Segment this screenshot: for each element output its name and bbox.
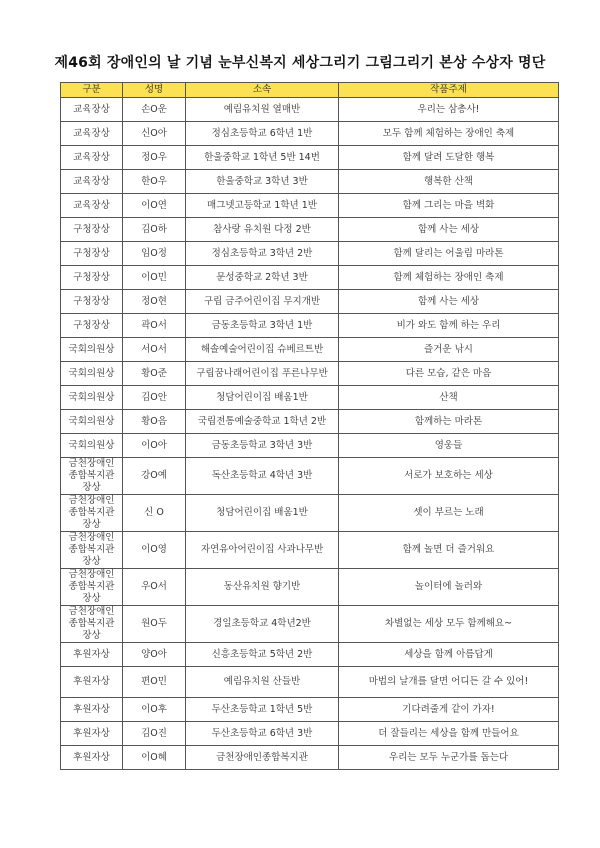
cell-affiliation: 참사랑 유치원 다정 2반: [186, 218, 339, 242]
cell-name: 한O우: [123, 170, 186, 194]
cell-name: 원O두: [123, 606, 186, 643]
cell-category: 후원자상: [61, 722, 123, 746]
cell-name: 손O운: [123, 98, 186, 122]
table-row: [61, 606, 559, 643]
cell-affiliation: 한울중학교 3학년 3반: [186, 170, 339, 194]
cell-theme: 모두 함께 체험하는 장애인 축제: [339, 122, 559, 146]
cell-affiliation: 동산유치원 향기반: [186, 569, 339, 606]
cell-affiliation: 예림유치원 산들반: [186, 667, 339, 698]
cell-category: 후원자상: [61, 643, 123, 667]
table-row: [61, 194, 559, 218]
table-row: [61, 569, 559, 606]
cell-category: 구청장상: [61, 242, 123, 266]
cell-category: 금천장애인 종합복지관장상: [61, 569, 123, 606]
cell-name: 이O영: [123, 532, 186, 569]
cell-theme: 우리는 삼총사!: [339, 98, 559, 122]
table-row: [61, 218, 559, 242]
cell-category: 구청장상: [61, 218, 123, 242]
table-row: [61, 495, 559, 532]
table-row: [61, 98, 559, 122]
cell-name: 편O민: [123, 667, 186, 698]
cell-theme: 마법의 날개를 달면 어디든 갈 수 있어!: [339, 667, 559, 698]
cell-affiliation: 자연유아어린이집 사과나무반: [186, 532, 339, 569]
column-header-name: 성명: [123, 83, 186, 98]
cell-category: 후원자상: [61, 746, 123, 770]
cell-category: 교육장상: [61, 194, 123, 218]
cell-affiliation: 매그넷고등학교 1학년 1반: [186, 194, 339, 218]
cell-theme: 함께 체험하는 장애인 축제: [339, 266, 559, 290]
table-row: [61, 386, 559, 410]
cell-theme: 더 잘들리는 세상을 함께 만들어요: [339, 722, 559, 746]
cell-theme: 함께 사는 세상: [339, 218, 559, 242]
cell-category: 금천장애인 종합복지관장상: [61, 458, 123, 495]
cell-affiliation: 두산초등학교 1학년 5반: [186, 698, 339, 722]
cell-affiliation: 청담어린이집 배움1반: [186, 495, 339, 532]
award-winners-table: [60, 82, 559, 770]
cell-name: 임O정: [123, 242, 186, 266]
table-row: [61, 146, 559, 170]
table-row: [61, 410, 559, 434]
cell-affiliation: 해솔예술어린이집 슈베르트반: [186, 338, 339, 362]
cell-name: 황O준: [123, 362, 186, 386]
table-row: [61, 667, 559, 698]
cell-category: 국회의원상: [61, 386, 123, 410]
cell-name: 이O아: [123, 434, 186, 458]
table-row: [61, 434, 559, 458]
table-row: [61, 746, 559, 770]
cell-category: 국회의원상: [61, 410, 123, 434]
cell-affiliation: 구립 금주어린이집 무지개반: [186, 290, 339, 314]
cell-category: 교육장상: [61, 146, 123, 170]
cell-category: 구청장상: [61, 266, 123, 290]
cell-affiliation: 경일초등학교 4학년2반: [186, 606, 339, 643]
cell-affiliation: 청담어린이집 배움1반: [186, 386, 339, 410]
table-row: [61, 314, 559, 338]
cell-category: 국회의원상: [61, 362, 123, 386]
cell-name: 이O연: [123, 194, 186, 218]
table-row: [61, 458, 559, 495]
cell-theme: 행복한 산책: [339, 170, 559, 194]
document-title: 제46회 장애인의 날 기념 눈부신복지 세상그리기 그림그리기 본상 수상자 명단: [54, 55, 546, 71]
cell-name: 신O아: [123, 122, 186, 146]
cell-category: 금천장애인 종합복지관장상: [61, 495, 123, 532]
cell-affiliation: 신흥초등학교 5학년 2반: [186, 643, 339, 667]
table-row: [61, 698, 559, 722]
cell-theme: 함께 달리는 어울림 마라톤: [339, 242, 559, 266]
table-row: [61, 338, 559, 362]
cell-theme: 산책: [339, 386, 559, 410]
cell-name: 신 O: [123, 495, 186, 532]
cell-theme: 셋이 부르는 노래: [339, 495, 559, 532]
cell-theme: 함께 그리는 마을 벽화: [339, 194, 559, 218]
cell-name: 정O현: [123, 290, 186, 314]
cell-name: 서O서: [123, 338, 186, 362]
cell-theme: 함께 놀면 더 즐거워요: [339, 532, 559, 569]
cell-category: 국회의원상: [61, 434, 123, 458]
cell-name: 이O민: [123, 266, 186, 290]
cell-category: 금천장애인 종합복지관장상: [61, 532, 123, 569]
column-header-affiliation: 소속: [186, 83, 339, 98]
cell-name: 김O하: [123, 218, 186, 242]
cell-theme: 놀이터에 놀러와: [339, 569, 559, 606]
table-row: [61, 170, 559, 194]
cell-name: 우O서: [123, 569, 186, 606]
cell-affiliation: 금동초등학교 3학년 1반: [186, 314, 339, 338]
cell-theme: 다른 모습, 같은 마음: [339, 362, 559, 386]
cell-affiliation: 한울중학교 1학년 5반 14번: [186, 146, 339, 170]
cell-theme: 비가 와도 함께 하는 우리: [339, 314, 559, 338]
cell-name: 김O안: [123, 386, 186, 410]
cell-affiliation: 금천장애인종합복지관: [186, 746, 339, 770]
column-header-theme: 작품주제: [339, 83, 559, 98]
cell-category: 국회의원상: [61, 338, 123, 362]
cell-category: 교육장상: [61, 98, 123, 122]
cell-theme: 함께하는 마라톤: [339, 410, 559, 434]
cell-name: 정O우: [123, 146, 186, 170]
table-row: [61, 242, 559, 266]
cell-theme: 즐거운 낚시: [339, 338, 559, 362]
table-body: [61, 98, 559, 770]
cell-affiliation: 독산초등학교 4학년 3반: [186, 458, 339, 495]
cell-affiliation: 정심초등학교 3학년 2반: [186, 242, 339, 266]
cell-theme: 차별없는 세상 모두 함께해요~: [339, 606, 559, 643]
column-header-category: 구분: [61, 83, 123, 98]
cell-theme: 기다려줄게 같이 가자!: [339, 698, 559, 722]
table-row: [61, 532, 559, 569]
cell-category: 구청장상: [61, 314, 123, 338]
cell-name: 이O후: [123, 698, 186, 722]
cell-name: 강O예: [123, 458, 186, 495]
cell-affiliation: 문성중학교 2학년 3반: [186, 266, 339, 290]
cell-affiliation: 구립꿈나래어린이집 푸른나무반: [186, 362, 339, 386]
cell-name: 김O진: [123, 722, 186, 746]
table-row: [61, 722, 559, 746]
cell-theme: 함께 사는 세상: [339, 290, 559, 314]
cell-category: 교육장상: [61, 170, 123, 194]
table-row: [61, 643, 559, 667]
cell-name: 양O아: [123, 643, 186, 667]
cell-theme: 서로가 보호하는 세상: [339, 458, 559, 495]
cell-affiliation: 금동초등학교 3학년 3반: [186, 434, 339, 458]
cell-category: 금천장애인 종합복지관장상: [61, 606, 123, 643]
table-row: [61, 362, 559, 386]
table-row: [61, 290, 559, 314]
cell-category: 구청장상: [61, 290, 123, 314]
cell-category: 후원자상: [61, 667, 123, 698]
table-row: [61, 122, 559, 146]
cell-affiliation: 정심초등학교 6학년 1반: [186, 122, 339, 146]
cell-category: 후원자상: [61, 698, 123, 722]
cell-affiliation: 예림유치원 열매반: [186, 98, 339, 122]
table-header-row: [61, 83, 559, 98]
cell-theme: 영웅들: [339, 434, 559, 458]
cell-theme: 세상을 함께 아름답게: [339, 643, 559, 667]
table-row: [61, 266, 559, 290]
cell-affiliation: 두산초등학교 6학년 3반: [186, 722, 339, 746]
cell-theme: 우리는 모두 누군가를 돕는다: [339, 746, 559, 770]
cell-theme: 함께 달려 도달한 행복: [339, 146, 559, 170]
cell-name: 황O음: [123, 410, 186, 434]
cell-category: 교육장상: [61, 122, 123, 146]
cell-affiliation: 국립전통예술중학교 1학년 2반: [186, 410, 339, 434]
cell-name: 이O혜: [123, 746, 186, 770]
cell-name: 곽O서: [123, 314, 186, 338]
